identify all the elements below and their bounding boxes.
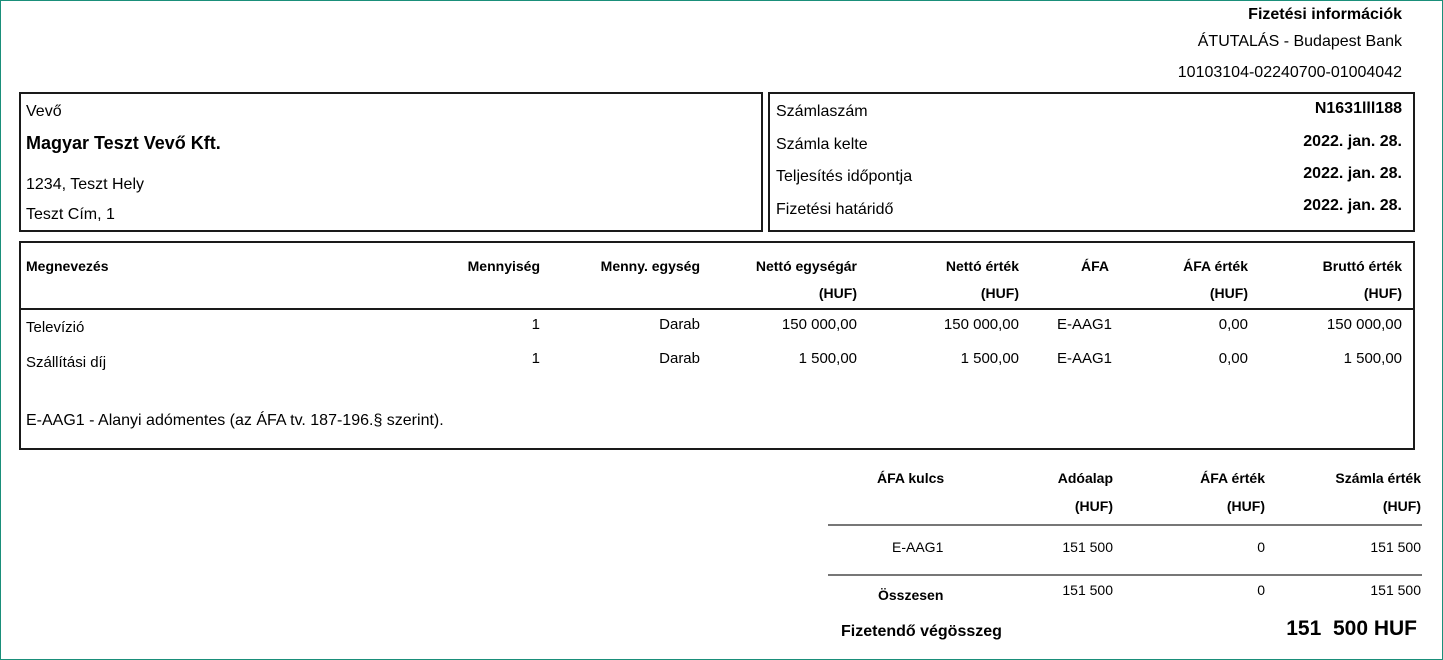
col-unit-header: Menny. egység — [600, 258, 700, 274]
col-gross-currency: (HUF) — [1363, 285, 1402, 301]
buyer-address-1: 1234, Teszt Hely — [26, 176, 144, 193]
items-header-divider — [21, 308, 1413, 310]
item-2-qty: 1 — [531, 350, 540, 367]
issue-date: 2022. jan. 28. — [1303, 133, 1402, 150]
item-2-net-unit: 1 500,00 — [798, 350, 857, 367]
summary-sum-vat: 0 — [1257, 582, 1265, 598]
summary-total-currency: (HUF) — [1382, 498, 1421, 514]
col-net-value-header: Nettó érték — [945, 258, 1019, 274]
buyer-address-2: Teszt Cím, 1 — [26, 206, 115, 223]
summary-header-divider — [828, 524, 1422, 526]
summary-sum-total: 151 500 — [1370, 582, 1421, 598]
buyer-box — [19, 92, 763, 232]
summary-vat-currency: (HUF) — [1226, 498, 1265, 514]
fulfilment-date-label: Teljesítés időpontja — [776, 168, 913, 185]
item-2-name: Szállítási díj — [26, 354, 107, 371]
buyer-name: Magyar Teszt Vevő Kft. — [26, 133, 221, 153]
item-2-net-value: 1 500,00 — [960, 350, 1019, 367]
payment-title: Fizetési információk — [1248, 6, 1402, 23]
item-2-vat: E-AAG1 — [1057, 350, 1113, 367]
item-1-qty: 1 — [531, 316, 540, 333]
item-1-gross: 150 000,00 — [1326, 316, 1402, 333]
summary-row-base: 151 500 — [1062, 539, 1113, 555]
col-qty-header: Mennyiség — [467, 258, 540, 274]
due-date: 2022. jan. 28. — [1303, 197, 1402, 214]
summary-row-total: 151 500 — [1370, 539, 1421, 555]
vat-exemption-note: E-AAG1 - Alanyi adómentes (az ÁFA tv. 187-196.§ szerint). — [26, 412, 444, 429]
summary-row-rate: E-AAG1 — [892, 539, 944, 555]
issue-date-label: Számla kelte — [776, 136, 868, 153]
summary-base-header: Adóalap — [1057, 470, 1113, 486]
item-1-vat-value: 0,00 — [1218, 316, 1248, 333]
grand-total-label: Fizetendő végösszeg — [841, 623, 1002, 640]
col-gross-header: Bruttó érték — [1322, 258, 1402, 274]
summary-vat-header: ÁFA érték — [1200, 470, 1265, 486]
item-1-unit: Darab — [659, 316, 700, 333]
col-net-unit-currency: (HUF) — [818, 285, 857, 301]
summary-base-currency: (HUF) — [1074, 498, 1113, 514]
col-vat-value-currency: (HUF) — [1209, 285, 1248, 301]
item-1-net-value: 150 000,00 — [943, 316, 1019, 333]
summary-total-header: Számla érték — [1335, 470, 1421, 486]
invoice-number-label: Számlaszám — [776, 103, 868, 120]
bank-account: 10103104-02240700-01004042 — [1177, 64, 1402, 81]
summary-rate-header: ÁFA kulcs — [877, 470, 945, 486]
grand-total-value: 151 500 HUF — [1286, 617, 1417, 640]
invoice-number: N1631lll188 — [1314, 100, 1402, 117]
item-2-vat-value: 0,00 — [1218, 350, 1248, 367]
item-1-name: Televízió — [26, 319, 85, 336]
item-2-unit: Darab — [659, 350, 700, 367]
col-vat-header: ÁFA — [1081, 258, 1109, 274]
col-net-value-currency: (HUF) — [980, 285, 1019, 301]
item-1-vat: E-AAG1 — [1057, 316, 1113, 333]
summary-sum-base: 151 500 — [1062, 582, 1113, 598]
summary-sum-label: Összesen — [878, 587, 944, 603]
item-1-net-unit: 150 000,00 — [781, 316, 857, 333]
summary-sum-divider — [828, 574, 1422, 576]
due-date-label: Fizetési határidő — [776, 201, 894, 218]
col-name-header: Megnevezés — [26, 258, 109, 274]
summary-row-vat: 0 — [1257, 539, 1265, 555]
col-net-unit-header: Nettó egységár — [755, 258, 857, 274]
item-2-gross: 1 500,00 — [1343, 350, 1402, 367]
col-vat-value-header: ÁFA érték — [1183, 258, 1248, 274]
buyer-label: Vevő — [26, 103, 62, 120]
payment-method: ÁTUTALÁS - Budapest Bank — [1197, 33, 1402, 50]
fulfilment-date: 2022. jan. 28. — [1303, 165, 1402, 182]
